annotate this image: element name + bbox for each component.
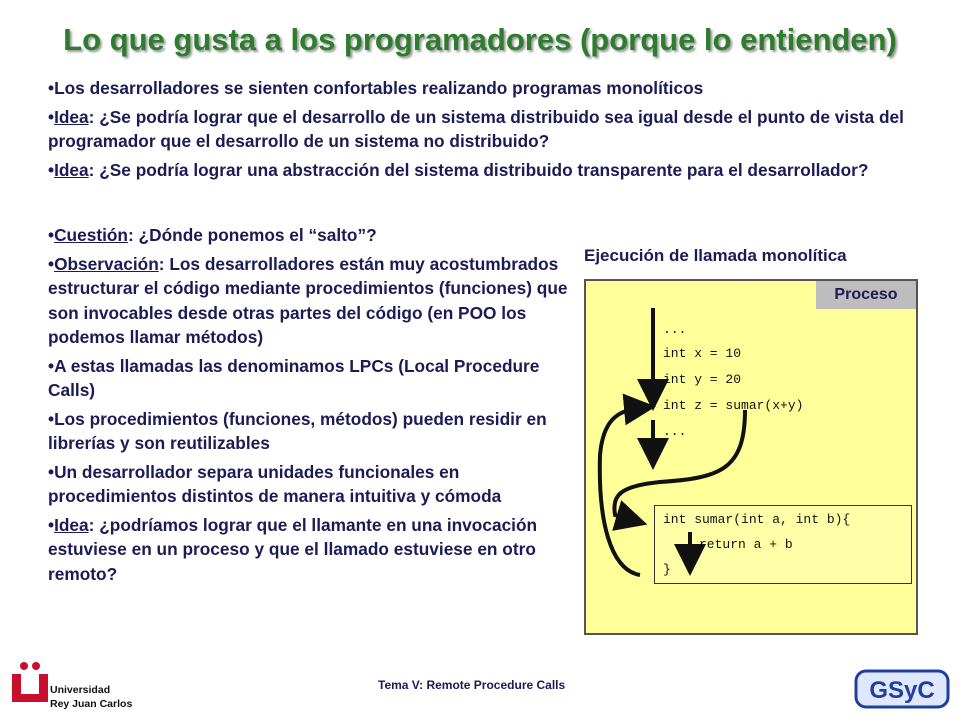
top-bullet-item: •Idea: ¿Se podría lograr que el desarrollo de un sistema distribuido sea igual desde el punto de vista del programador que el desarrollo de un sistema no distribuido? [48, 106, 904, 151]
call-arrow [614, 410, 745, 520]
course-footer: Tema V: Remote Procedure Calls [378, 678, 566, 692]
gsyc-logo [852, 665, 952, 713]
diagram-title: Ejecución de llamada monolítica [584, 246, 847, 265]
left-bullet-item: •Observación: Los desarrolladores están muy acostumbrados estructurar el código mediante procedimientos (funciones) que son invocables desde otras partes del código (en POO los podemos llamar métodos) [48, 253, 568, 347]
top-bullet-item: •Idea: ¿Se podría lograr una abstracción del sistema distribuido transparente para el desarrollador? [48, 159, 869, 180]
top-bullet-item: •Los desarrolladores se sienten confortables realizando programas monolíticos [48, 78, 704, 98]
bullet-text: A estas llamadas las denominamos LPCs (Local Procedure Calls) [48, 355, 540, 400]
left-bullet-item: •Un desarrollador separa unidades funcionales en procedimientos distintos de manera intuitiva y cómoda [48, 461, 502, 506]
left-bullet-item: •Cuestión: ¿Dónde ponemos el “salto”? [48, 225, 377, 245]
bullet-text: Un desarrollador separa unidades funcionales en procedimientos distintos de manera intuitiva y cómoda [48, 461, 502, 506]
left-bullet-item: •Idea: ¿podríamos lograr que el llamante en una invocación estuviese en un proceso y que el llamado estuviese en otro remoto? [48, 514, 538, 584]
left-bullet-item: •A estas llamadas las denominamos LPCs (Local Procedure Calls) [48, 355, 540, 400]
left-bullet-item: •Los procedimientos (funciones, métodos) pueden residir en librerías y son reutilizables [48, 408, 547, 453]
urjc-emblem-icon [10, 658, 55, 714]
func-code-line: } [663, 562, 671, 577]
slide-title: Lo que gusta a los programadores (porque lo entienden) [63, 22, 897, 57]
gsyc-logo-text: GSyC [869, 677, 935, 704]
process-label: Proceso [816, 281, 916, 309]
bullet-keyword: Observación [54, 253, 159, 274]
bullet-text: : Los desarrolladores están muy acostumbrados estructurar el código mediante procedimientos (funciones) que son invocables desde otras partes del código (en POO los podemos llamar métodos) [48, 253, 568, 347]
code-line: ... [663, 322, 687, 337]
bullet-text: Los procedimientos (funciones, métodos) pueden residir en librerías y son reutilizables [48, 408, 547, 453]
bullet-text: : ¿podríamos lograr que el llamante en una invocación estuviese en un proceso y que el llamado estuviese en otro remoto? [48, 514, 538, 584]
bullet-text: : ¿Se podría lograr que el desarrollo de un sistema distribuido sea igual desde el punto de vista del programador que el desarrollo de un sistema no distribuido? [48, 106, 904, 151]
university-name [50, 683, 132, 711]
code-line: int x = 10 [663, 346, 742, 361]
code-line: ... [663, 424, 687, 439]
university-name-line: Rey Juan Carlos [50, 698, 133, 710]
bullet-text: : ¿Dónde ponemos el “salto”? [128, 225, 377, 245]
code-line: int z = sumar(x+y) [663, 398, 804, 413]
bullet-text: : ¿Se podría lograr una abstracción del sistema distribuido transparente para el desarrollador? [88, 159, 869, 180]
func-code-line: int sumar(int a, int b){ [663, 512, 851, 527]
bullet-keyword: Idea [54, 106, 89, 127]
bullet-keyword: Idea [54, 159, 89, 180]
func-code-line: return a + b [699, 537, 793, 552]
bullet-text: Los desarrolladores se sienten confortables realizando programas monolíticos [54, 78, 704, 98]
bullet-keyword: Cuestión [54, 225, 128, 245]
bullet-keyword: Idea [54, 514, 89, 535]
code-line: int y = 20 [663, 372, 742, 387]
university-name-line: Universidad [50, 684, 111, 696]
